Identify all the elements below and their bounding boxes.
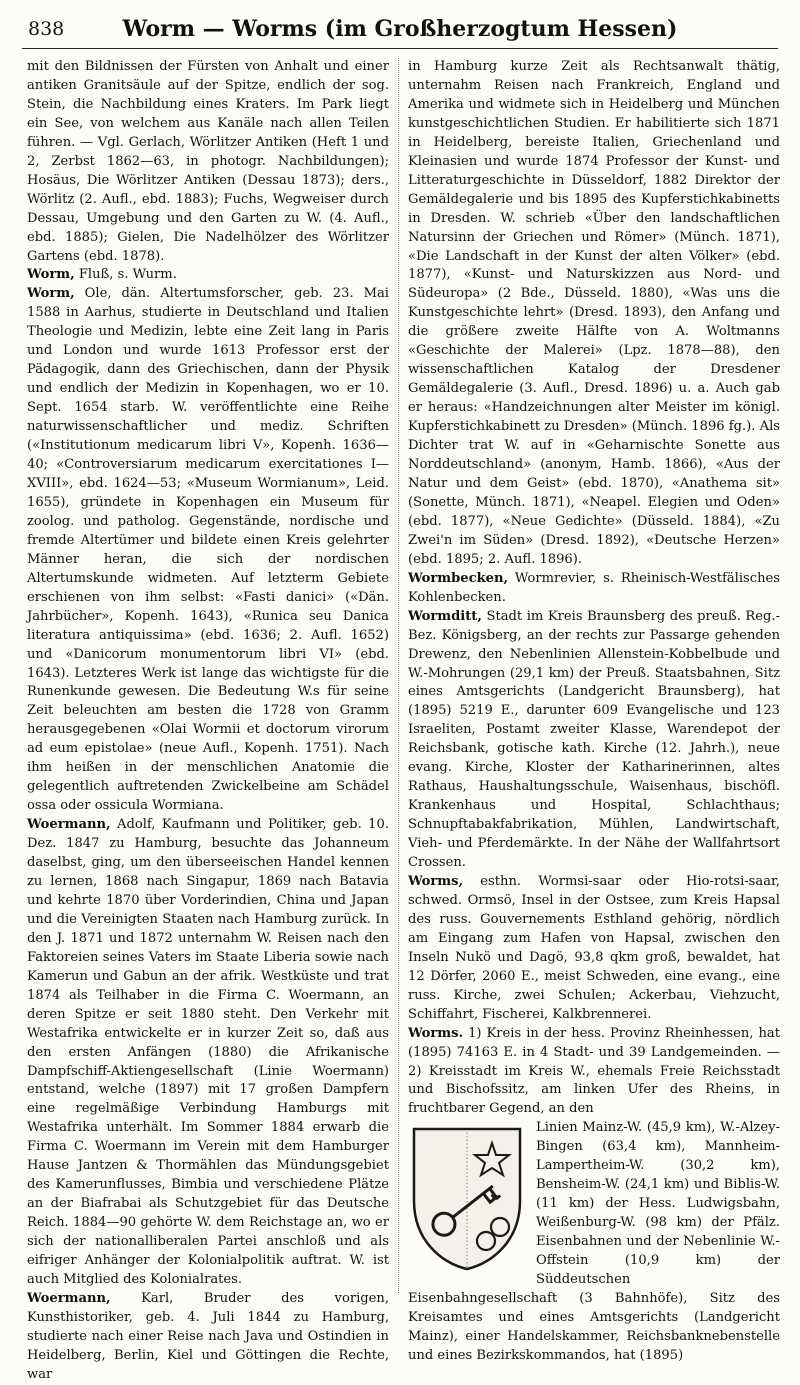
headword: Woermann, — [27, 817, 111, 833]
coat-of-arms-worms-icon — [408, 1123, 526, 1273]
headword: Woermann, — [27, 1290, 111, 1306]
page-number: 838 — [28, 18, 65, 40]
entry-worm-river: Worm, Fluß, s. Wurm. — [27, 267, 177, 283]
entry-woermann-karl: Woermann, Karl, Bruder des vorigen, Kunsthistoriker, geb. 4. Juli 1844 zu Hamburg, studierte nach einer Reise nach Java und Ostindien in Heidelberg, Berlin, Kiel und Göttingen die Rechte, war — [27, 1290, 389, 1382]
headword: Worm, — [27, 286, 75, 302]
entry-worms-island: Worms, esthn. Wormsi-saar oder Hio-rotsi-saar, schwed. Ormsö, Insel in der Ostsee, zum Kreis Hapsal des russ. Gouvernements Esthland gehörig, nördlich am Eingang zum Hafen von Hapsal, zwischen den Inseln Nukö und Dagö, 93,8 qkm groß, bewaldet, hat 12 Dörfer, 2060 E., meist Schweden, eine evang., eine russ. Kirche, zwei Schulen; Ackerbau, Viehzucht, Schiffahrt, Fischerei, Kalkbrennerei. — [408, 873, 780, 1022]
running-title: Worm — Worms (im Großherzogtum Hessen) — [122, 16, 678, 42]
entry-wormditt: Wormditt, Stadt im Kreis Braunsberg des preuß. Reg.-Bez. Königsberg, an der rechts zur Passarge gehenden Drewenz, den Nebenlinien Allenstein-Kobbelbude und W.-Mohrungen (29,1 km) der Preuß. Staatsbahnen, Sitz eines Amtsgerichts (Landgericht Braunsberg), hat (1895) 5219 E., darunter 609 Evangelische und 123 Israeliten, Postamt zweiter Klasse, Warendepot der Reichsbank, gotische kath. Kirche (12. Jahrh.), neue evang. Kirche, Kloster der Katharinerinnen, altes Rathaus, Haushaltungsschule, Waisenhaus, bischöfl. Krankenhaus und Hospital, Schlachthaus; Schnupftabakfabrikation, Mühlen, Landwirtschaft, Vieh- und Pferdemärkte. In der Nähe der Wallfahrtsort Crossen. — [408, 608, 780, 871]
right-column — [408, 58, 780, 1363]
headword: Worms, — [408, 873, 464, 889]
column-divider — [398, 58, 399, 1293]
headword: Wormditt, — [408, 608, 482, 624]
headword: Worms. — [408, 1025, 464, 1041]
entry-worm-ole: Worm, Ole, dän. Altertumsforscher, geb. 23. Mai 1588 in Aarhus, studierte in Deutschland und Italien Theologie und Medizin, lebte eine Zeit lang in Paris und London und wurde 1613 Professor erst der Pädagogik, dann des Griechischen, dann der Physik und endlich der Medizin in Kopenhagen, wo er 10. Sept. 1654 starb. W. veröffentlichte eine Reihe naturwissenschaftlicher und mediz. Schriften («Institutionum medicarum libri V», Kopenh. 1636—40; «Controversiarum medicarum exercitationes I—XVIII», ebd. 1624—53; «Museum Wormianum», Leid. 1655), gründete in Kopenhagen ein Museum für zoolog. und patholog. Gegenstände, nordische und fremde Altertümer und bildete einen Kreis gelehrter Männer heran, die sich der nordischen Altertumskunde widmeten. Auf letzterm Gebiete erschienen von ihm selbst: «Fasti danici» («Dän. Jahrbücher», Kopenh. 1643), «Runica seu Danica literatura antiquissima» (ebd. 1636; 2. Aufl. 1652) und «Danicorum monumentorum libri VI» (ebd. 1643). Letzteres Werk ist lange das wichtigste für die Runenkunde gewesen. Die Bedeutung W.s für seine Zeit beleuchten am besten die 1728 von Gramm herausgegebenen «Olai Wormii et doctorum virorum ad eum epistolae» (neue Aufl., Kopenh. 1751). Nach ihm heißen in der menschlichen Anatomie die gelegentlich auftretenden Zwickelbeine am Schädel ossa oder ossicula Wormiana. — [27, 286, 389, 814]
entry-continuation: mit den Bildnissen der Fürsten von Anhalt und einer antiken Granitsäule auf der Spitze, endlich der sog. Stein, die Nachbildung eines Kraters. Im Park liegt ein See, von welchem aus Kanäle nach allen Teilen führen. — Vgl. Gerlach, Wörlitzer Antiken (Heft 1 und 2, Zerbst 1862—63, in photogr. Nachbildungen); Hosäus, Die Wörlitzer Antiken (Dessau 1873); ders., Wörlitz (2. Aufl., ebd. 1883); Fuchs, Wegweiser durch Dessau, Umgebung und den Garten zu W. (4. Aufl., ebd. 1885); Gielen, Die Nadelhölzer des Wörlitzer Gartens (ebd. 1878). — [27, 59, 389, 264]
entry-wormbecken: Wormbecken, Wormrevier, s. Rheinisch-Westfälisches Kohlenbecken. — [408, 570, 780, 605]
headword: Worm, — [27, 267, 75, 283]
entry-woermann-karl-continued: in Hamburg kurze Zeit als Rechtsanwalt thätig, unternahm Reisen nach Frankreich, England und Amerika und widmete sich in Heidelberg und München kunstgeschichtlichen Studien. Er habilitierte sich 1871 in Heidelberg, bereiste Italien, Griechenland und Kleinasien und wurde 1874 Professor der Kunst- und Litteraturgeschichte in Düsseldorf, 1882 Direktor der Gemäldegalerie und bis 1895 des Kupferstichkabinetts in Dresden. W. schrieb «Über den landschaftlichen Natursinn der Griechen und Römer» (Münch. 1871), «Die Landschaft in der Kunst der alten Völker» (ebd. 1877), «Kunst- und Naturskizzen aus Nord- und Südeuropa» (2 Bde., Düsseld. 1880), «Was uns die Kunstgeschichte lehrt» (Dresd. 1893), den Anfang und die größere zweite Hälfte von A. Woltmanns «Geschichte der Malerei» (Lpz. 1878—88), den wissenschaftlichen Katalog der Dresdener Gemäldegalerie (3. Aufl., Dresd. 1896) u. a. Auch gab er heraus: «Handzeichnungen alter Meister im königl. Kupferstichkabinett zu Dresden» (Münch. 1896 fg.). Als Dichter trat W. auf in «Geharnischte Sonette aus Norddeutschland» (anonym, Hamb. 1866), «Aus der Natur und dem Geist» (ebd. 1870), «Anathema sit» (Sonette, Münch. 1871), «Neapel. Elegien und Oden» (ebd. 1877), «Neue Gedichte» (Düsseld. 1884), «Zu Zwei'n im Süden» (Dresd. 1892), «Deutsche Herzen» (ebd. 1895; 2. Aufl. 1896). — [408, 59, 780, 567]
entry-worms-city-continued: Linien Mainz-W. (45,9 km), W.-Alzey-Bingen (63,4 km), Mannheim-Lampertheim-W. (30,2 km), Bensheim-W. (24,1 km) und Biblis-W. (11 km) der Hess. Ludwigsbahn, Weißenburg-W. (98 km) der Pfälz. Eisenbahnen und der Nebenlinie W.-Offstein (10,9 km) der Süddeutschen Eisenbahngesellschaft (3 Bahnhöfe), Sitz des Kreisamtes und eines Amtsgerichts (Landgericht Mainz), einer Handelskammer, Reichsbanknebenstelle und eines Bezirkskommandos, hat (1895) — [408, 1120, 780, 1363]
headword: Wormbecken, — [408, 570, 509, 586]
left-column — [27, 58, 389, 1382]
entry-worms-city: Worms. 1) Kreis in der hess. Provinz Rheinhessen, hat (1895) 74163 E. in 4 Stadt- und 39 Landgemeinden. — 2) Kreisstadt im Kreis W., ehemals Freie Reichsstadt und Bischofssitz, am linken Ufer des Rheins, in fruchtbarer Gegend, an den — [408, 1025, 780, 1117]
entry-woermann-adolf: Woermann, Adolf, Kaufmann und Politiker, geb. 10. Dez. 1847 zu Hamburg, besuchte das Johanneum daselbst, ging, um den überseeischen Handel kennen zu lernen, 1868 nach Singapur, 1869 nach Batavia und kehrte 1870 über Vorderindien, China und Japan und die Vereinigten Staaten nach Hamburg zurück. In den J. 1871 und 1872 unternahm W. Reisen nach den Faktoreien seines Vaters im Staate Liberia sowie nach Kamerun und Gabun an der afrik. Westküste und trat 1874 als Teilhaber in die Firma C. Woermann, an deren Spitze er seit 1880 steht. Den Verkehr mit Westafrika entwickelte er in kurzer Zeit so, daß aus den ersten Anfängen (1880) die Afrikanische Dampfschiff-Aktiengesellschaft (Linie Woermann) entstand, welche (1897) mit 17 großen Dampfern eine regelmäßige Verbindung Hamburgs mit Westafrika unterhält. Im Sommer 1884 erwarb die Firma C. Woermann im Verein mit dem Hamburger Hause Jantzen & Thormählen das Mündungsgebiet des Kamerunflusses, Bimbia und verschiedene Plätze an der Biafrabai als Schutzgebiet für das Deutsche Reich. 1884—90 gehörte W. dem Reichstage an, wo er sich der nationalliberalen Partei anschloß und als eifriger Anhänger der Kolonialpolitik auftrat. W. ist auch Mitglied des Kolonialrates. — [27, 817, 389, 1287]
page-header — [22, 14, 778, 49]
